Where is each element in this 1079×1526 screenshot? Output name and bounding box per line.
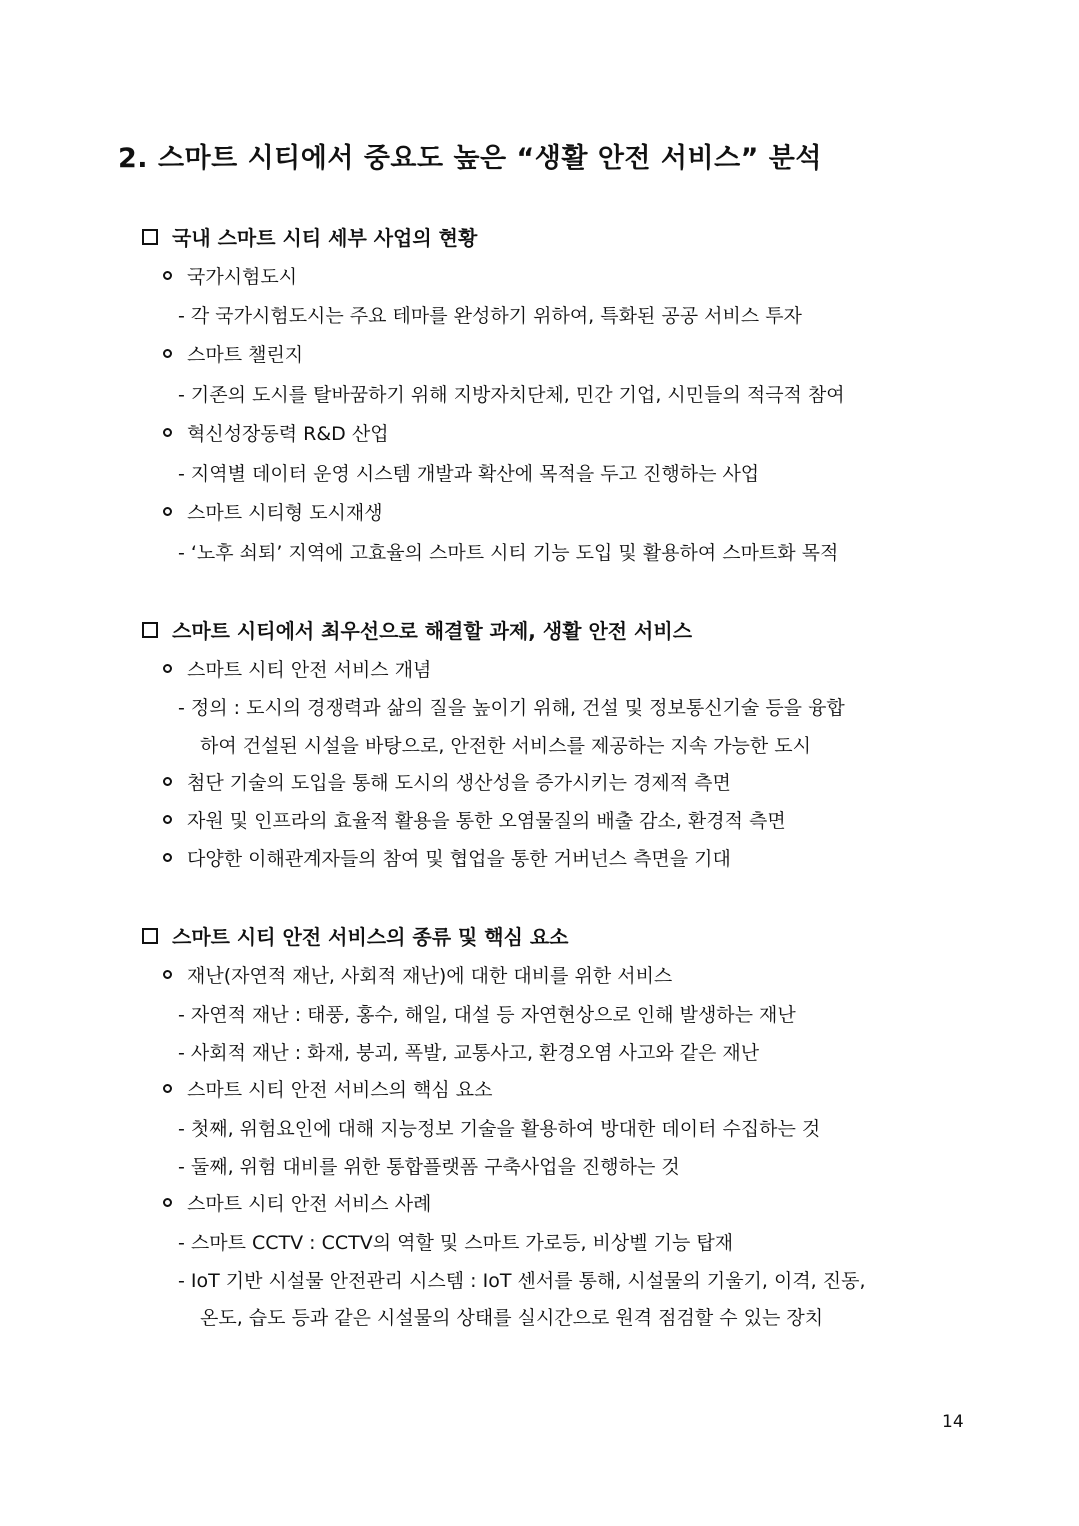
bullet-text: 스마트 시티 안전 서비스 사례	[187, 1193, 432, 1215]
bullet-text: 국가시험도시	[187, 266, 298, 288]
bullet-item	[163, 844, 731, 871]
checkbox-icon	[142, 229, 158, 245]
bullet-text: 재난(자연적 재난, 사회적 재난)에 대한 대비를 위한 서비스	[187, 965, 673, 987]
detail-line: - IoT 기반 시설물 안전관리 시스템 : IoT 센서를 통해, 시설물의 기울기, 이격, 진동,	[178, 1270, 866, 1292]
detail-line: - 자연적 재난 : 태풍, 홍수, 해일, 대설 등 자연현상으로 인해 발생하는 재난	[178, 1004, 796, 1026]
bullet-item	[163, 1075, 493, 1102]
checkbox-icon	[142, 928, 158, 944]
detail-line: - 기존의 도시를 탈바꿈하기 위해 지방자치단체, 민간 기업, 시민들의 적극적 참여	[178, 384, 845, 406]
detail-line: - ‘노후 쇠퇴’ 지역에 고효율의 스마트 시티 기능 도입 및 활용하여 스마트화 목적	[178, 542, 839, 564]
section-heading	[142, 921, 569, 950]
page-number: 14	[942, 1412, 964, 1432]
detail-line: - 첫째, 위험요인에 대해 지능정보 기술을 활용하여 방대한 데이터 수집하는 것	[178, 1118, 821, 1140]
bullet-item	[163, 806, 786, 833]
bullet-item	[163, 262, 297, 289]
bullet-item	[163, 655, 431, 682]
bullet-text: 혁신성장동력 R&D 산업	[187, 423, 389, 445]
bullet-text: 스마트 챌린지	[187, 344, 304, 366]
circle-bullet-icon	[163, 664, 172, 673]
checkbox-icon	[142, 622, 158, 638]
detail-line: - 정의 : 도시의 경쟁력과 삶의 질을 높이기 위해, 건설 및 정보통신기술 등을 융합	[178, 697, 845, 719]
bullet-text: 스마트 시티형 도시재생	[187, 502, 383, 524]
bullet-text: 스마트 시티 안전 서비스의 핵심 요소	[187, 1079, 493, 1101]
bullet-item	[163, 768, 731, 795]
bullet-text: 다양한 이해관계자들의 참여 및 협업을 통한 거버넌스 측면을 기대	[187, 848, 731, 870]
circle-bullet-icon	[163, 349, 172, 358]
bullet-text: 자원 및 인프라의 효율적 활용을 통한 오염물질의 배출 감소, 환경적 측면	[187, 810, 786, 832]
section-heading	[142, 222, 477, 251]
detail-line: - 스마트 CCTV : CCTV의 역할 및 스마트 가로등, 비상벨 기능 탑재	[178, 1232, 734, 1254]
bullet-item	[163, 419, 389, 446]
detail-line: - 둘째, 위험 대비를 위한 통합플랫폼 구축사업을 진행하는 것	[178, 1156, 680, 1178]
circle-bullet-icon	[163, 428, 172, 437]
bullet-item	[163, 340, 303, 367]
bullet-text: 스마트 시티 안전 서비스 개념	[187, 659, 432, 681]
detail-line: - 지역별 데이터 운영 시스템 개발과 확산에 목적을 두고 진행하는 사업	[178, 463, 760, 485]
bullet-item	[163, 961, 672, 988]
detail-line: - 사회적 재난 : 화재, 붕괴, 폭발, 교통사고, 환경오염 사고와 같은 재난	[178, 1042, 760, 1064]
section-heading-text: 스마트 시티 안전 서비스의 종류 및 핵심 요소	[172, 925, 569, 949]
bullet-item	[163, 498, 383, 525]
circle-bullet-icon	[163, 1198, 172, 1207]
detail-continuation: 하여 건설된 시설을 바탕으로, 안전한 서비스를 제공하는 지속 가능한 도시	[200, 735, 812, 757]
bullet-text: 첨단 기술의 도입을 통해 도시의 생산성을 증가시키는 경제적 측면	[187, 772, 731, 794]
section-heading-text: 스마트 시티에서 최우선으로 해결할 과제, 생활 안전 서비스	[172, 619, 693, 643]
detail-continuation: 온도, 습도 등과 같은 시설물의 상태를 실시간으로 원격 점검할 수 있는 장치	[200, 1307, 824, 1329]
section-heading-text: 국내 스마트 시티 세부 사업의 현황	[172, 226, 478, 250]
circle-bullet-icon	[163, 1084, 172, 1093]
circle-bullet-icon	[163, 853, 172, 862]
circle-bullet-icon	[163, 507, 172, 516]
section-heading	[142, 615, 692, 644]
circle-bullet-icon	[163, 970, 172, 979]
bullet-item	[163, 1189, 431, 1216]
circle-bullet-icon	[163, 777, 172, 786]
detail-line: - 각 국가시험도시는 주요 테마를 완성하기 위하여, 특화된 공공 서비스 투자	[178, 305, 802, 327]
page-title: 2. 스마트 시티에서 중요도 높은 “생활 안전 서비스” 분석	[118, 143, 822, 174]
circle-bullet-icon	[163, 815, 172, 824]
circle-bullet-icon	[163, 271, 172, 280]
